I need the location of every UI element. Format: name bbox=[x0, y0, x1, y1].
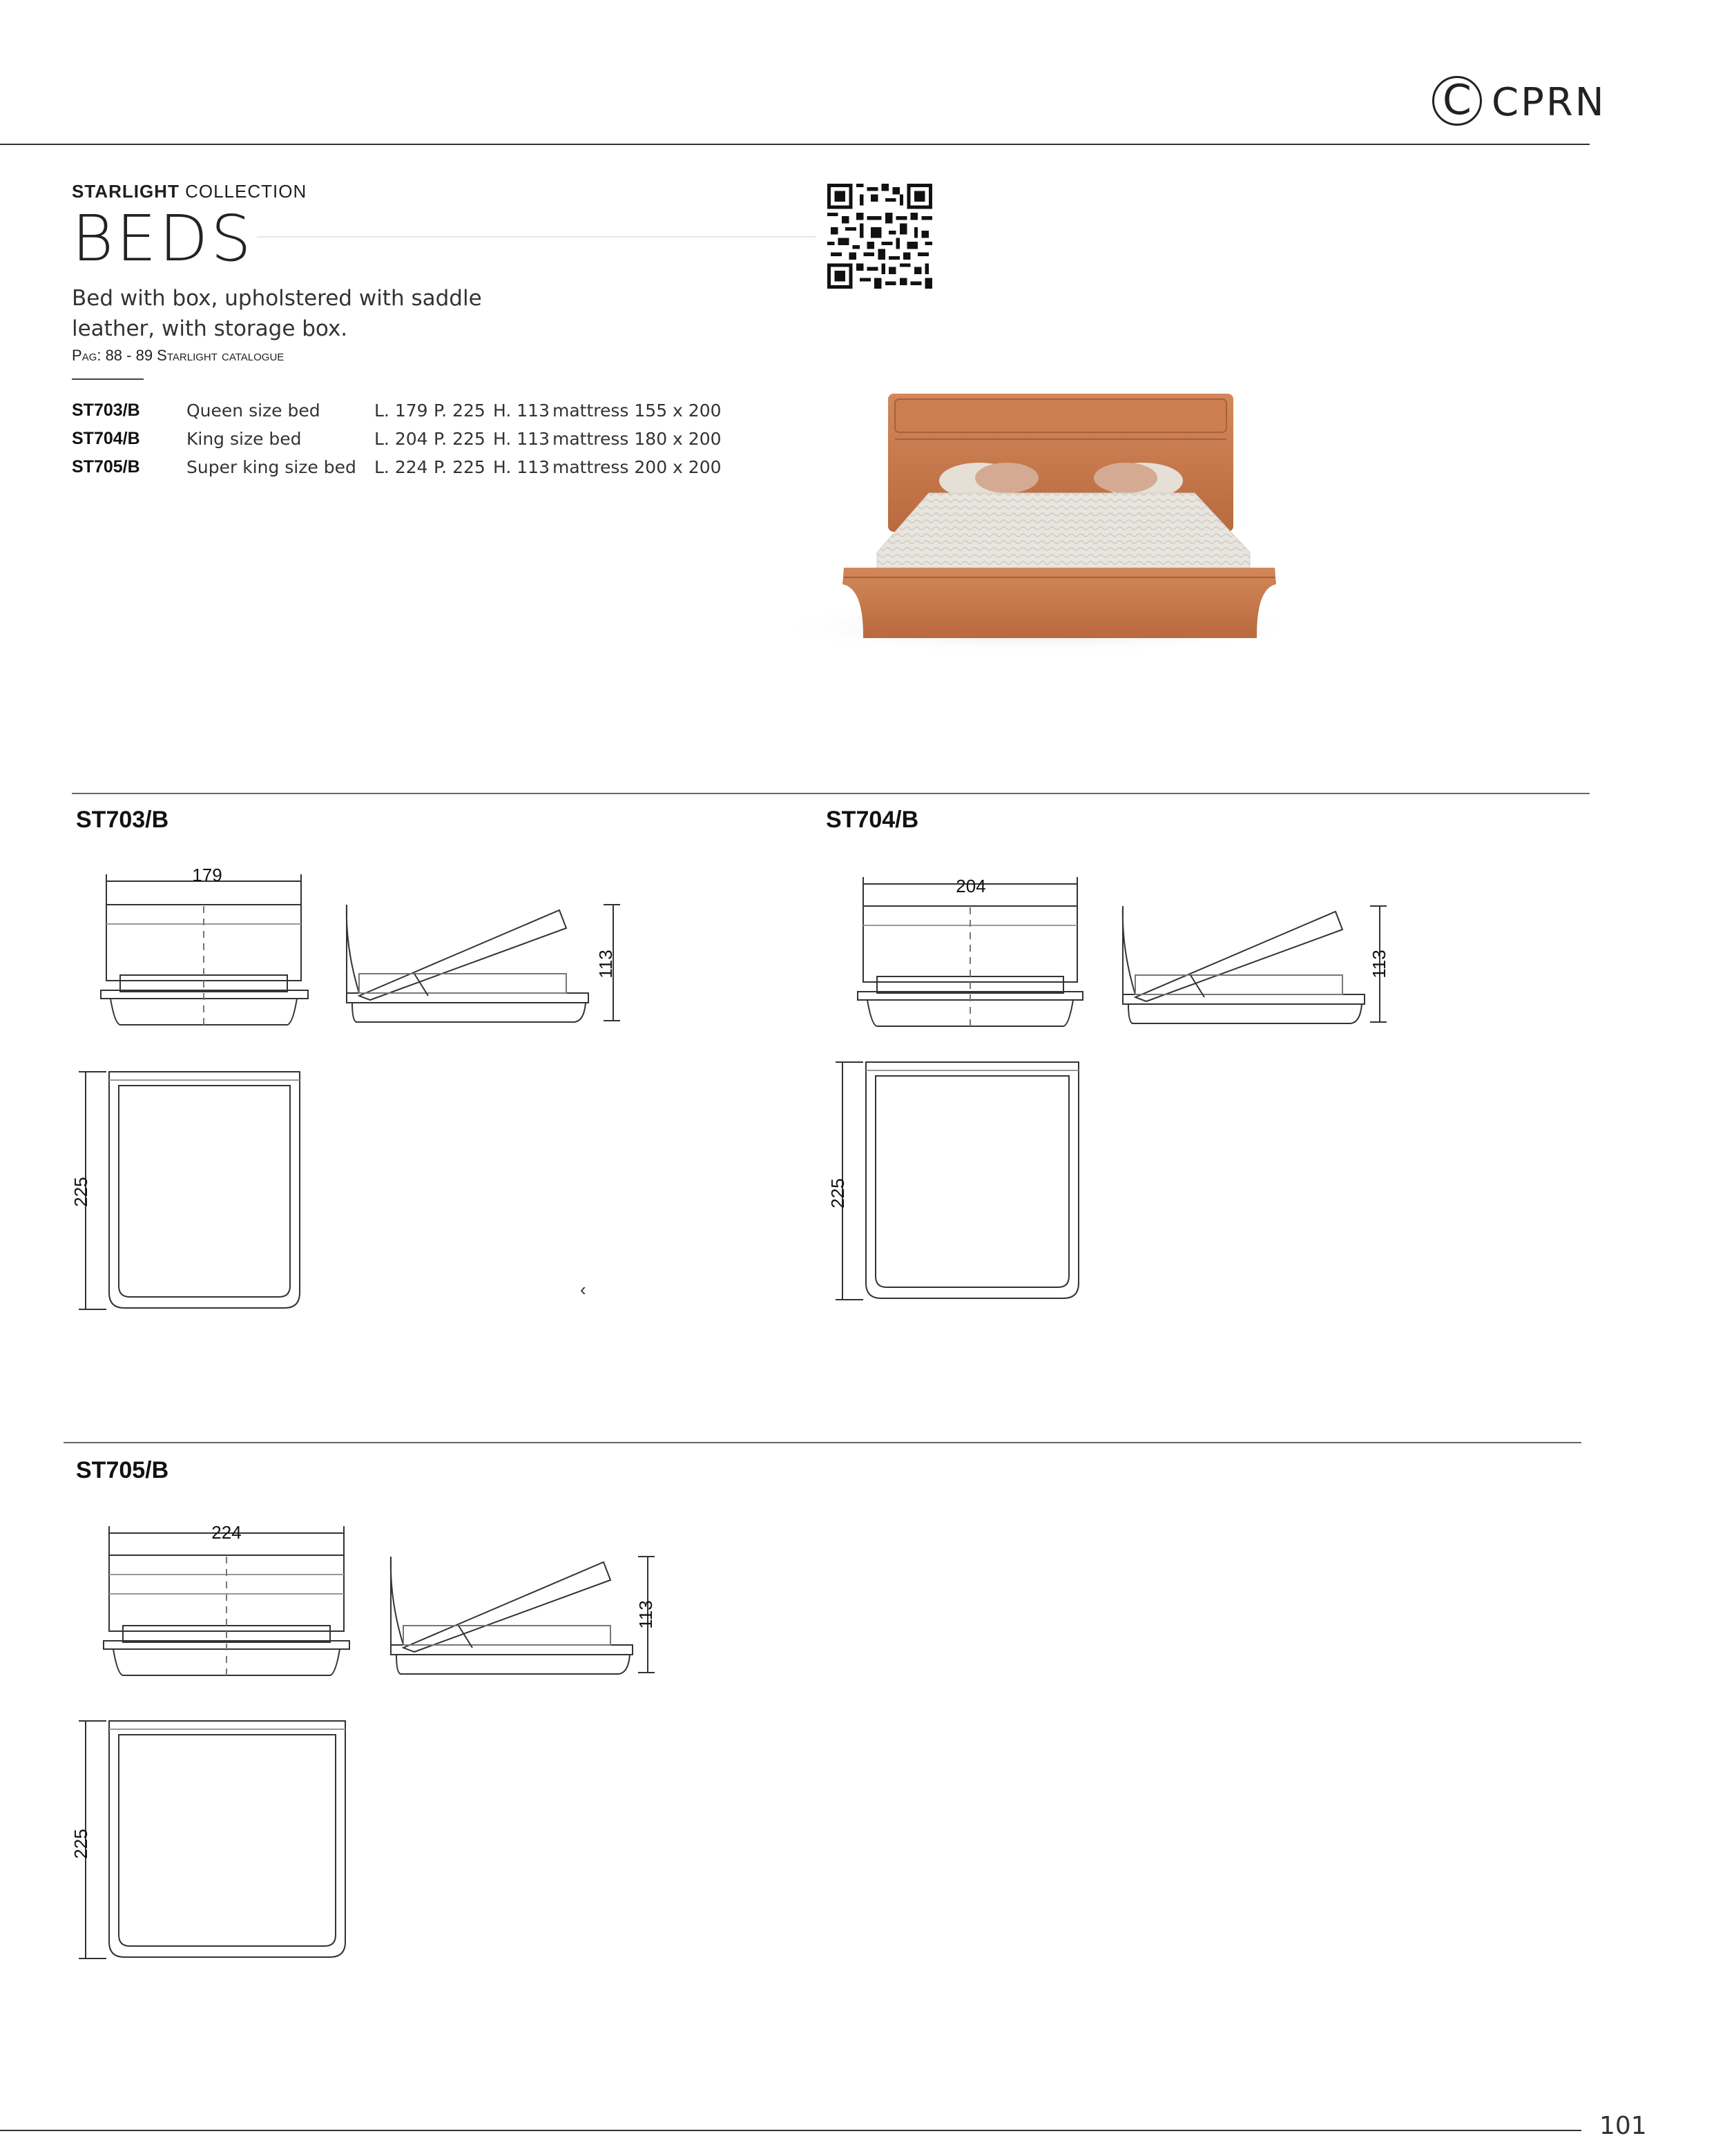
depth-dimension: 225 bbox=[70, 1829, 91, 1859]
plan-view-drawing bbox=[826, 1057, 1088, 1312]
spec-height: H. 113 bbox=[493, 401, 550, 421]
title-divider bbox=[257, 236, 816, 238]
spec-depth: P. 225 bbox=[434, 457, 485, 477]
spec-length: L. 224 bbox=[374, 457, 428, 477]
side-section-drawing bbox=[338, 892, 628, 1034]
width-dimension: 204 bbox=[956, 876, 986, 896]
spec-name: King size bed bbox=[186, 429, 302, 449]
spec-length: L. 204 bbox=[374, 429, 428, 449]
spec-height: H. 113 bbox=[493, 429, 550, 449]
spec-row bbox=[72, 425, 722, 453]
section-heading: ST705/B bbox=[76, 1457, 169, 1483]
logo-letter: C bbox=[1443, 76, 1472, 124]
spec-table bbox=[72, 396, 722, 481]
spec-name: Super king size bed bbox=[186, 457, 356, 477]
product-description: Bed with box, upholstered with saddle leather, with storage box. bbox=[72, 286, 482, 341]
section-rule-2 bbox=[64, 1442, 1581, 1443]
spec-depth: P. 225 bbox=[434, 429, 485, 449]
brand-name: CPRN bbox=[1492, 80, 1606, 125]
spec-mattress: mattress 180 x 200 bbox=[552, 429, 722, 449]
spec-length: L. 179 bbox=[374, 401, 428, 421]
brand-logo bbox=[1432, 73, 1606, 131]
collection-label bbox=[72, 181, 307, 202]
top-rule bbox=[0, 144, 1590, 145]
collection-word: COLLECTION bbox=[185, 181, 307, 202]
height-dimension: 113 bbox=[1369, 950, 1389, 979]
width-dimension: 224 bbox=[211, 1522, 242, 1543]
front-elevation-drawing bbox=[856, 870, 1091, 1037]
spec-code: ST703/B bbox=[72, 401, 140, 420]
front-elevation-drawing bbox=[99, 1517, 362, 1686]
width-dimension: 179 bbox=[192, 865, 222, 885]
bottom-rule bbox=[0, 2130, 1581, 2131]
side-section-drawing bbox=[383, 1544, 673, 1686]
bed-product-image bbox=[760, 325, 1312, 663]
stray-mark: ‹ bbox=[580, 1279, 586, 1300]
height-dimension: 113 bbox=[635, 1600, 656, 1629]
spec-code: ST704/B bbox=[72, 429, 140, 448]
spec-mattress: mattress 200 x 200 bbox=[552, 457, 722, 477]
spec-row bbox=[72, 453, 722, 481]
collection-name: STARLIGHT bbox=[72, 181, 180, 202]
section-heading: ST704/B bbox=[826, 807, 919, 833]
side-section-drawing bbox=[1115, 894, 1405, 1036]
front-elevation-drawing bbox=[97, 865, 318, 1034]
spec-depth: P. 225 bbox=[434, 401, 485, 421]
page-number: 101 bbox=[1599, 2112, 1647, 2140]
page-title: BEDS bbox=[72, 202, 254, 276]
section-rule-1 bbox=[72, 793, 1590, 794]
plan-view-drawing bbox=[69, 1715, 359, 1971]
catalogue-page-reference: Pag: 88 - 89 Starlight catalogue bbox=[72, 347, 285, 364]
reference-underline bbox=[72, 378, 144, 380]
depth-dimension: 225 bbox=[70, 1177, 91, 1207]
plan-view-drawing bbox=[69, 1066, 311, 1322]
spec-height: H. 113 bbox=[493, 457, 550, 477]
spec-mattress: mattress 155 x 200 bbox=[552, 401, 722, 421]
spec-row bbox=[72, 396, 722, 425]
qr-code[interactable] bbox=[827, 184, 932, 289]
section-heading: ST703/B bbox=[76, 807, 169, 833]
spec-code: ST705/B bbox=[72, 457, 140, 477]
spec-name: Queen size bed bbox=[186, 401, 320, 421]
height-dimension: 113 bbox=[595, 950, 616, 979]
depth-dimension: 225 bbox=[827, 1178, 848, 1209]
